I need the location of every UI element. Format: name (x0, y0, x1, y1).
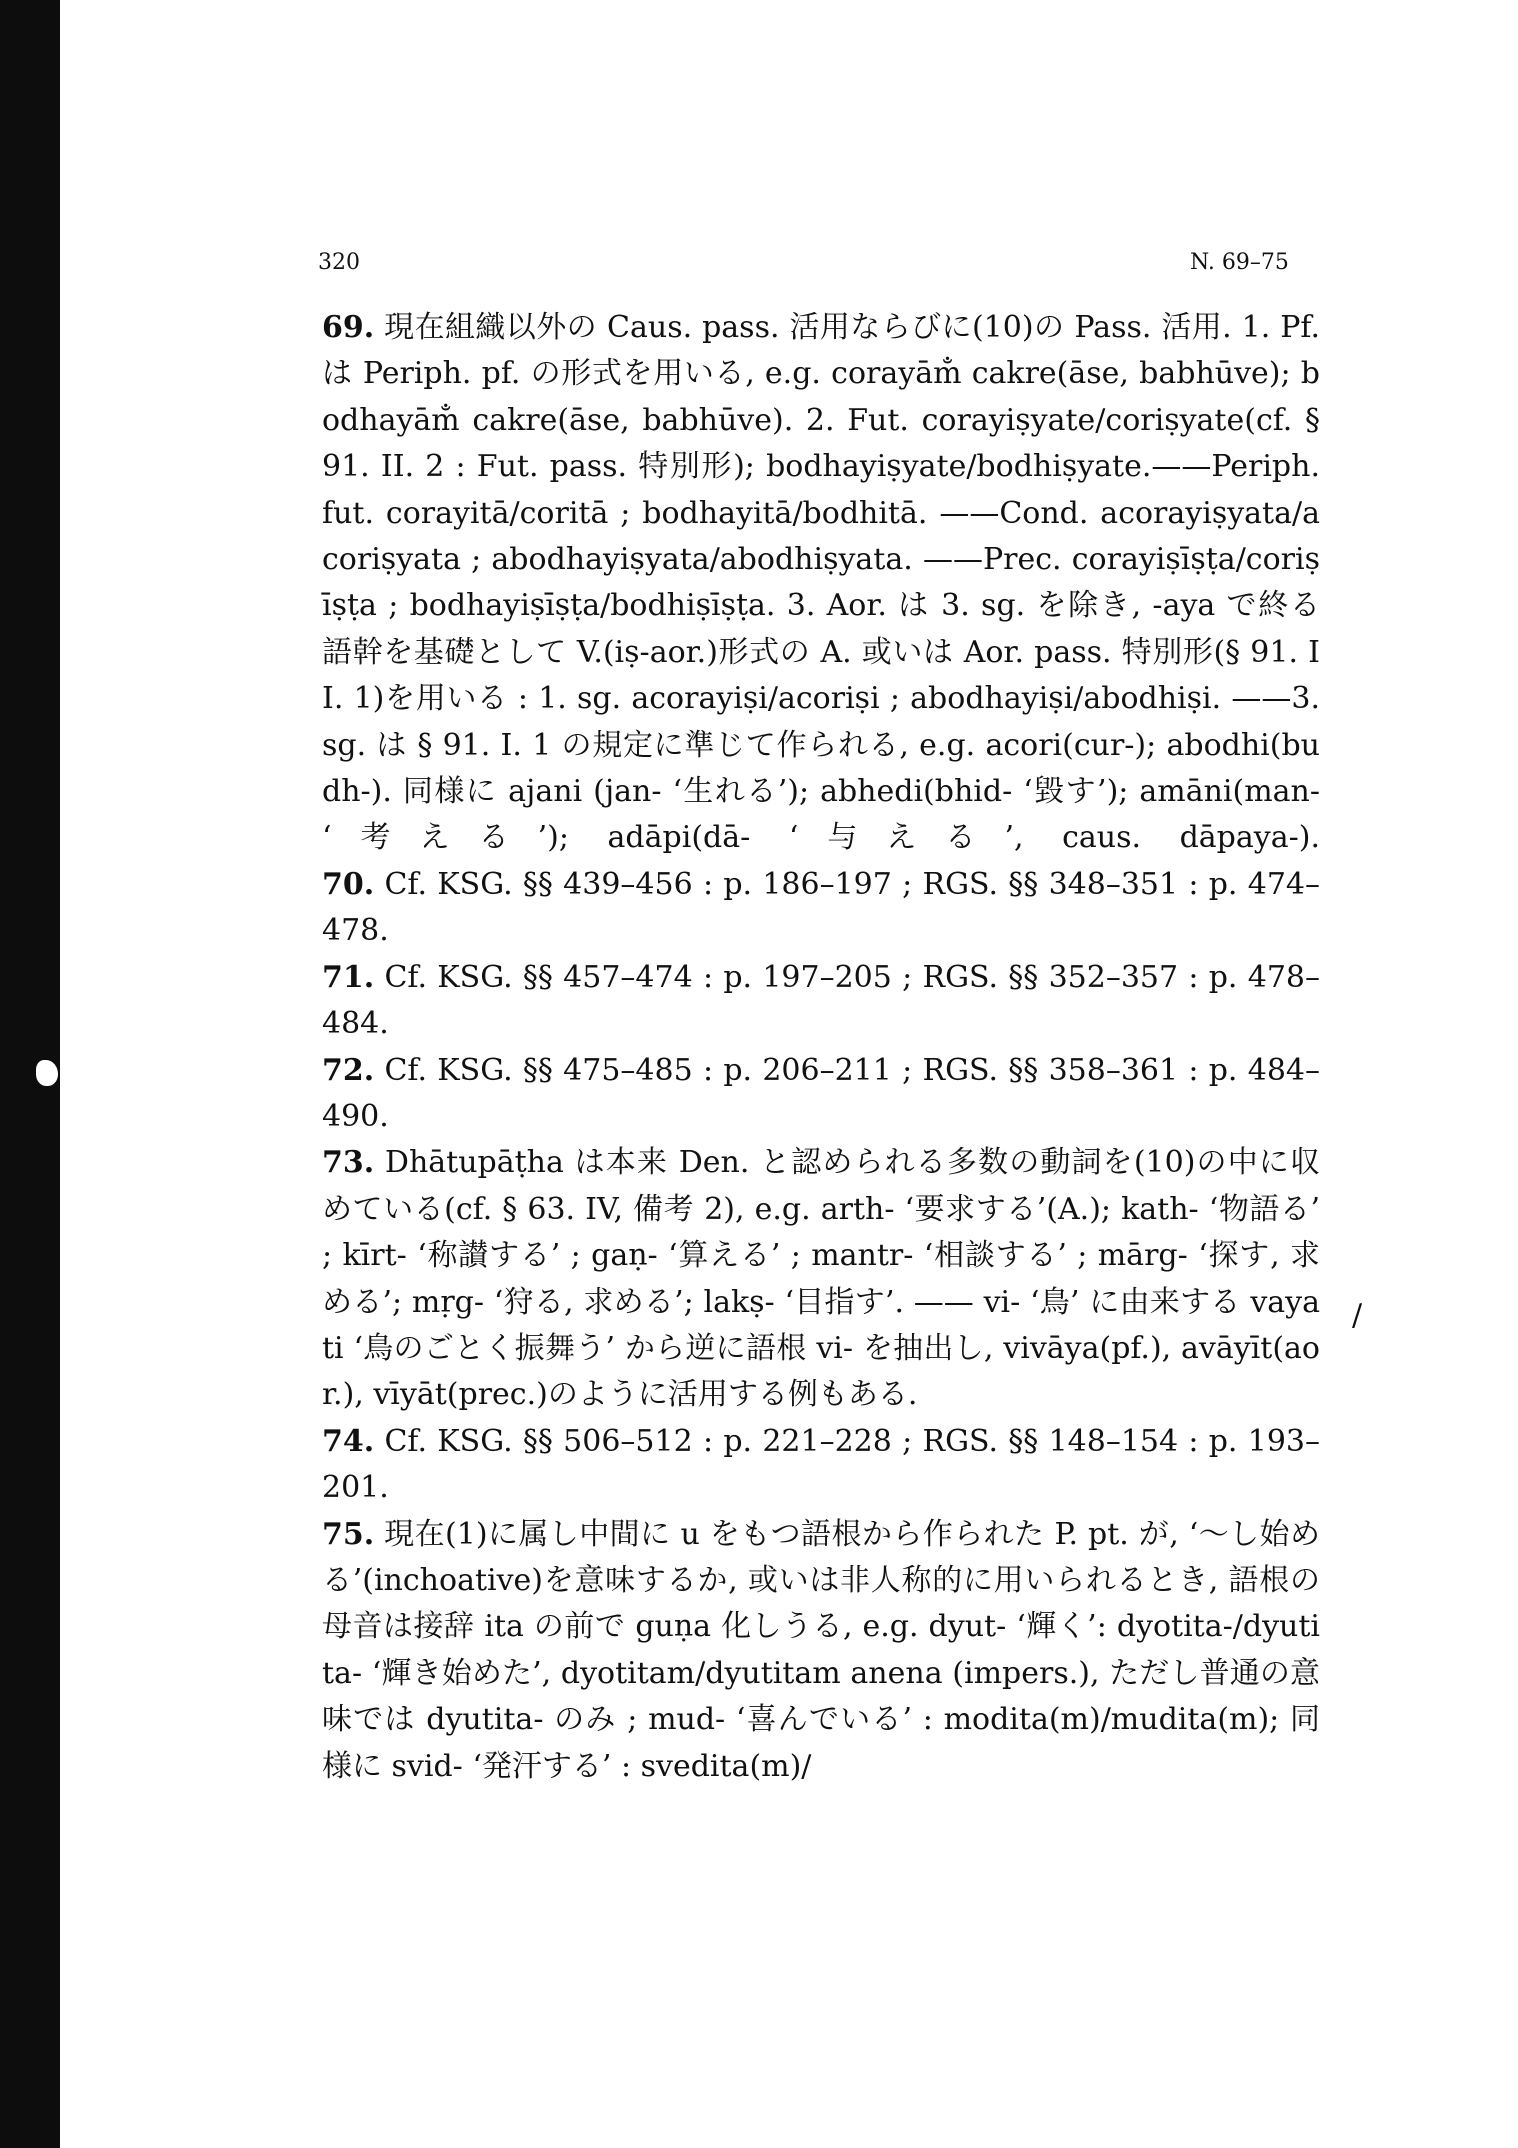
note-number: 72. (322, 1052, 375, 1088)
scan-edge (0, 0, 60, 2148)
note-72 (322, 1048, 1320, 1141)
margin-mark: / (1352, 1298, 1363, 1333)
note-74 (322, 1419, 1320, 1512)
note-text: 現在組織以外の Caus. pass. 活用ならびに(10)の Pass. 活用. 1. Pf. は Periph. pf. の形式を用いる, e.g. corayām̐ cakre(āse, babhūve); bodhayām̐ cakre(āse, babhūve). 2. Fut. corayiṣyate/coriṣyate(cf. § 91. II. 2 : Fut. pass. 特別形); bodhayiṣyate/bodhiṣyate.——Periph. fut. corayitā/coritā ; bodhayitā/bodhitā. ——Cond. acorayiṣyata/acoriṣyata ; abodhayiṣyata/abodhiṣyata. ——Prec. corayiṣīṣṭa/coriṣīṣṭa ; bodhayiṣīṣṭa/bodhiṣīṣṭa. 3. Aor. は 3. sg. を除き, -aya で終る語幹を基礎として V.(iṣ-aor.)形式の A. 或いは Aor. pass. 特別形(§ 91. II. 1)を用いる : 1. sg. acorayiṣi/acoriṣi ; abodhayiṣi/abodhiṣi. ——3. sg. は § 91. I. 1 の規定に準じて作られる, e.g. acori(cur-); abodhi(budh-). 同様に ajani (jan- ‘生れる’); abhedi(bhid- ‘毀す’); amāni(man- ‘考える’); adāpi(dā- ‘与える’, caus. dāpaya-). (322, 310, 1321, 856)
note-text: Dhātupāṭha は本来 Den. と認められる多数の動詞を(10)の中に収めている(cf. § 63. IV, 備考 2), e.g. arth- ‘要求する’(A.); kath- ‘物語る’ ; kīrt- ‘称讃する’ ; gaṇ- ‘算える’ ; mantr- ‘相談する’ ; mārg- ‘探す, 求める’; mṛg- ‘狩る, 求める’; lakṣ- ‘目指す’. —— vi- ‘鳥’ に由来する vayati ‘鳥のごとく振舞う’ から逆に語根 vi- を抽出し, vivāya(pf.), avāyīt(aor.), vīyāt(prec.)のように活用する例もある. (322, 1145, 1320, 1413)
note-number: 75. (322, 1516, 375, 1552)
running-head: N. 69–75 (1190, 250, 1289, 275)
note-73 (322, 1140, 1320, 1418)
notes-body (322, 305, 1320, 1790)
note-number: 69. (322, 310, 375, 345)
note-75 (322, 1512, 1320, 1790)
note-number: 73. (322, 1145, 375, 1181)
note-text: Cf. KSG. §§ 457–474 : p. 197–205 ; RGS. §§ 352–357 : p. 478–484. (322, 959, 1320, 1042)
note-number: 74. (322, 1423, 375, 1459)
note-number: 70. (322, 866, 375, 902)
note-69 (322, 305, 1320, 862)
edge-blot (36, 1060, 58, 1086)
note-71 (322, 955, 1320, 1048)
note-text: Cf. KSG. §§ 506–512 : p. 221–228 ; RGS. §§ 148–154 : p. 193–201. (322, 1423, 1320, 1506)
page-number: 320 (318, 250, 360, 275)
note-text: 現在(1)に属し中間に u をもつ語根から作られた P. pt. が, ‘～し始める’(inchoative)を意味するか, 或いは非人称的に用いられるとき, 語根の母音は接辞 ita の前で guṇa 化しうる, e.g. dyut- ‘輝く’: dyotita-/dyutita- ‘輝き始めた’, dyotitam/dyutitam anena (impers.), ただし普通の意味では dyutita- のみ ; mud- ‘喜んでいる’ : modita(m)/mudita(m); 同様に svid- ‘発汗する’ : svedita(m)/ (322, 1516, 1320, 1784)
note-text: Cf. KSG. §§ 439–456 : p. 186–197 ; RGS. §§ 348–351 : p. 474–478. (322, 866, 1320, 949)
note-text: Cf. KSG. §§ 475–485 : p. 206–211 ; RGS. §§ 358–361 : p. 484–490. (322, 1052, 1320, 1134)
note-70 (322, 862, 1320, 955)
note-number: 71. (322, 959, 375, 995)
